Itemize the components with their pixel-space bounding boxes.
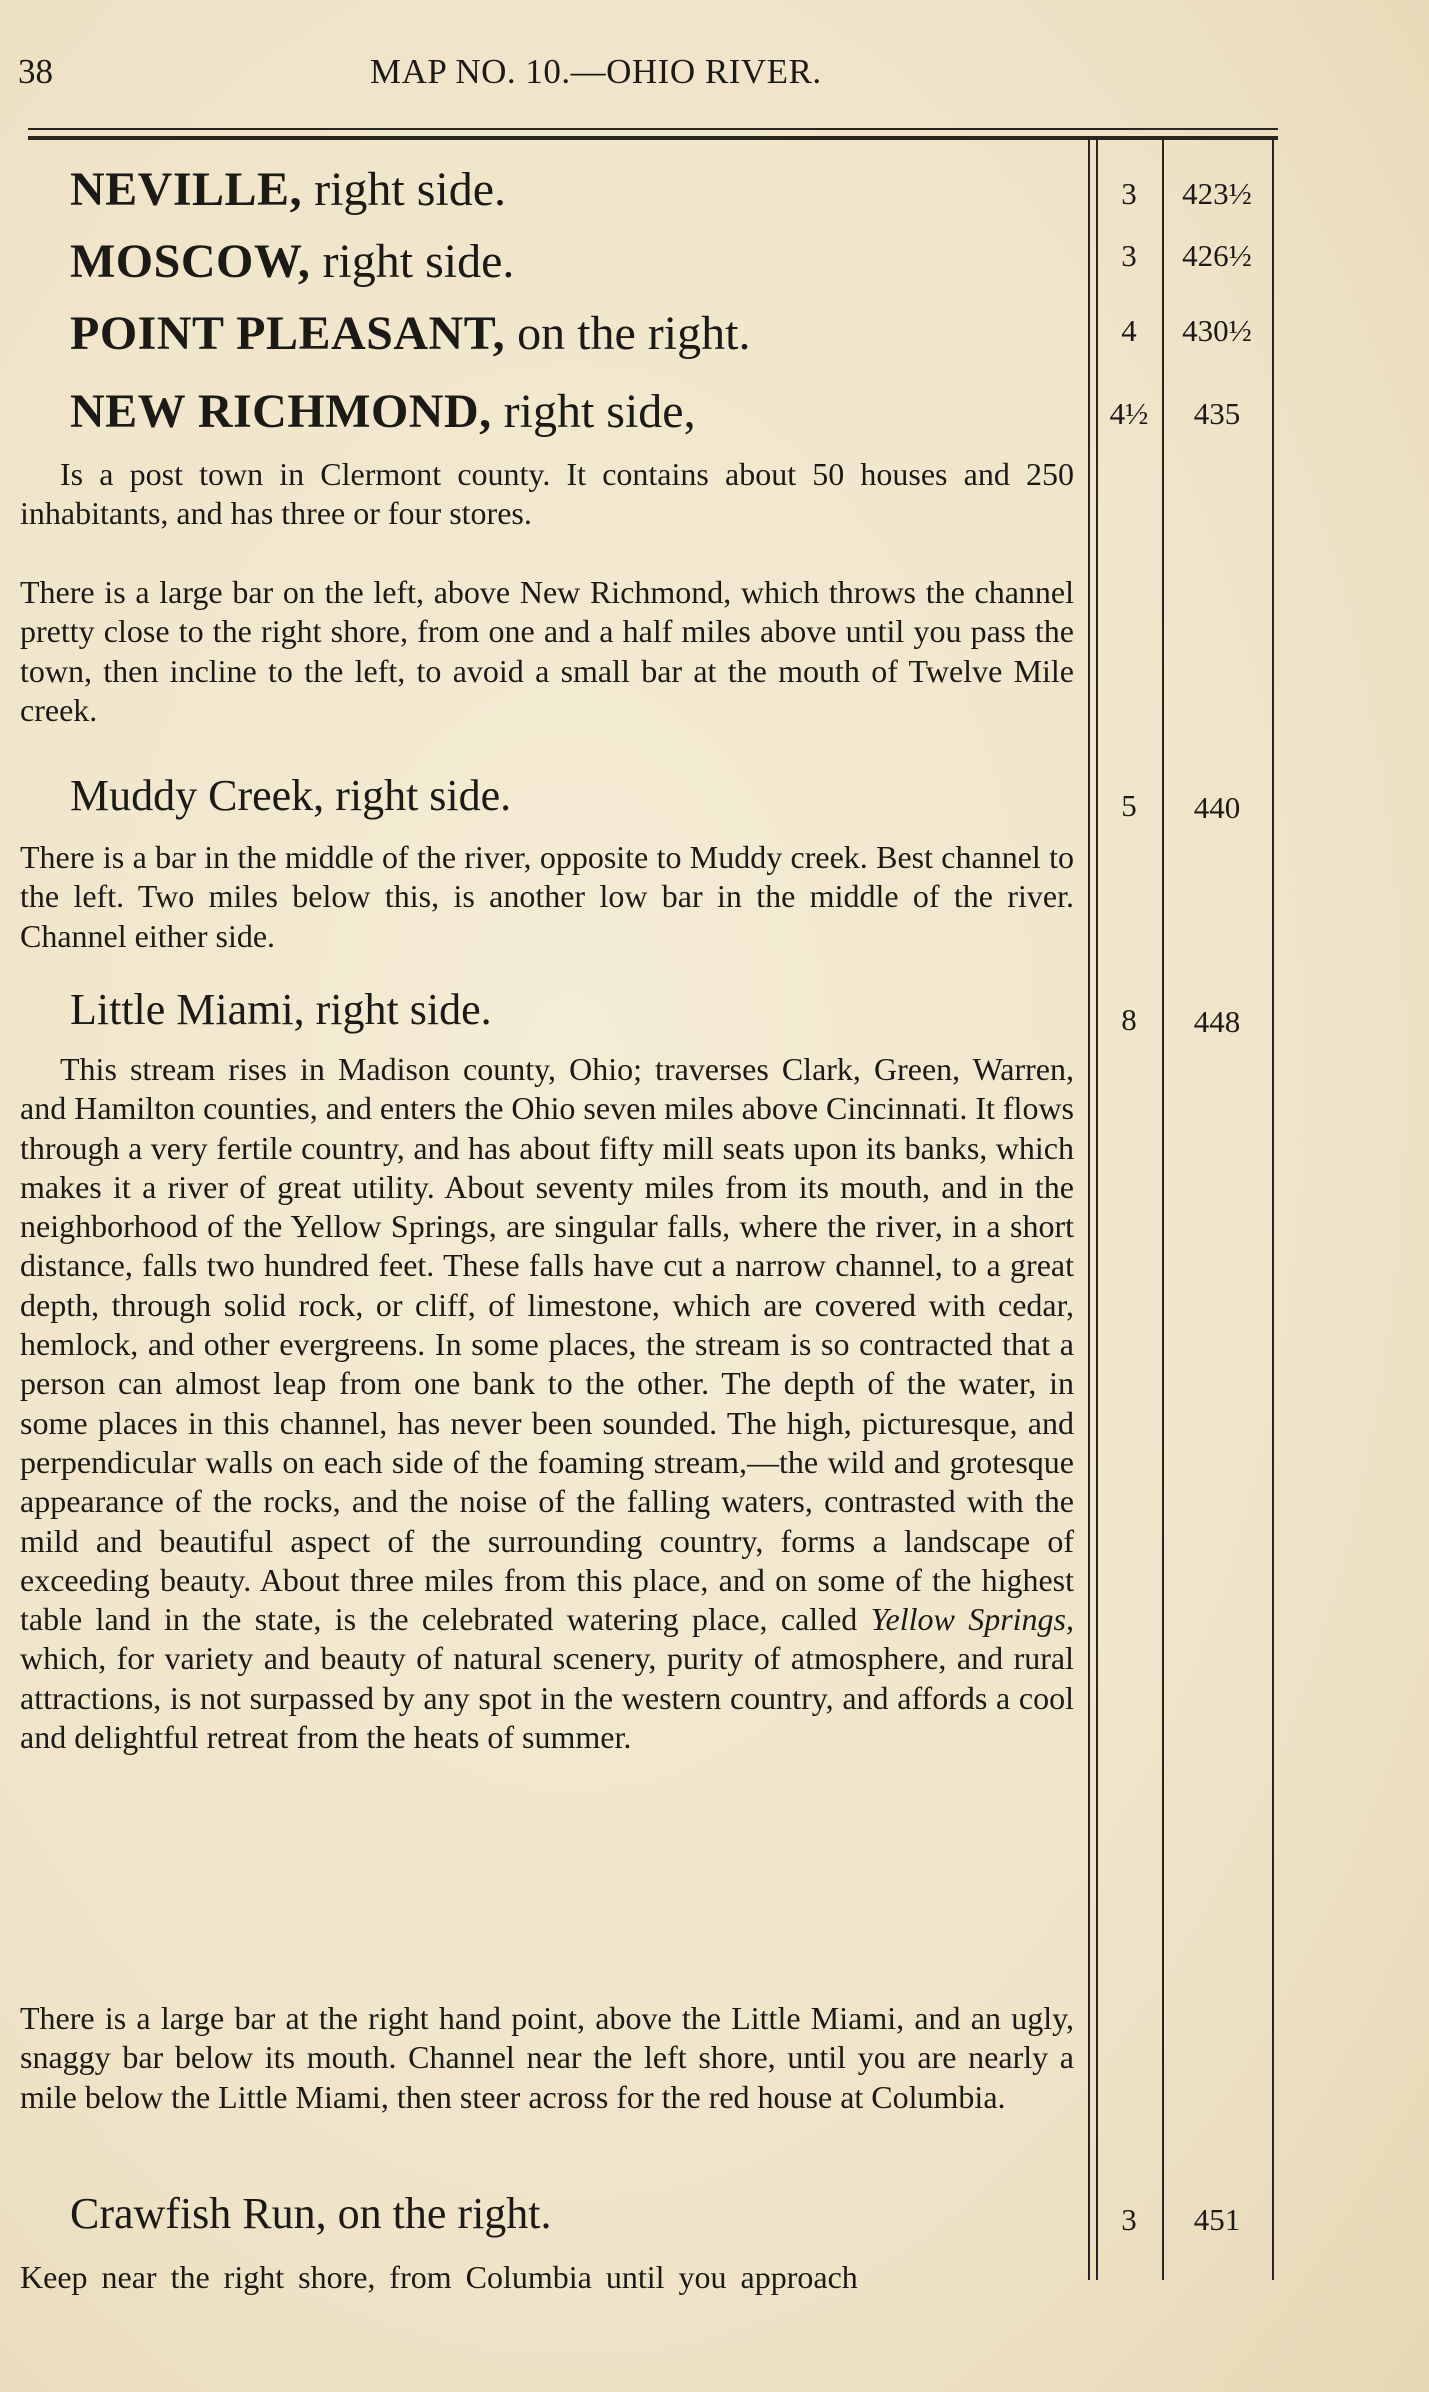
total-miles-value: 430½: [1182, 313, 1252, 348]
place-note: on the right.: [505, 307, 751, 360]
header-rule-thick: [28, 136, 1278, 140]
distance-value: 3: [1121, 176, 1137, 211]
place-note: right side.: [310, 235, 515, 288]
place-note: right side.: [304, 985, 492, 1034]
new-richmond-navigation: There is a large bar on the left, above New Richmond, which throws the channel pretty close to the right shore, from one and a half miles above until you pass the town, then incline to the left, to avoid a small bar at the mouth of Twelve Mile creek.: [20, 574, 1074, 728]
muddy-creek-navigation: There is a bar in the middle of the river, opposite to Muddy creek. Best channel to the left. Two miles below this, is another low bar in the middle of the river. Channel either side.: [20, 839, 1074, 954]
entry-heading-neville: [70, 162, 506, 218]
place-name: POINT PLEASANT,: [70, 307, 506, 360]
total-miles-value: 451: [1193, 2202, 1241, 2237]
total-miles-value: 435: [1193, 396, 1241, 431]
distance-value: 3: [1121, 2202, 1137, 2237]
description-text: which, for variety and beauty of natural scenery, purity of atmosphere, and rural attractions, is not surpassed by any spot in the western country, and affords a cool and delightful retreat from the heats of summer.: [20, 1640, 1074, 1756]
place-note: on the right.: [326, 2189, 552, 2238]
total-miles-value: 440: [1193, 790, 1241, 825]
column-divider: [1096, 140, 1098, 2280]
running-title: MAP NO. 10.—OHIO RIVER.: [370, 52, 822, 91]
column-divider: [1088, 140, 1090, 2280]
place-name: MOSCOW,: [70, 235, 311, 288]
description-text: This stream rises in Madison county, Ohio; traverses Clark, Green, Warren, and Hamilton counties, and enters the Ohio seven miles above Cincinnati. It flows through a very fertile country, and has about fifty mill seats upon its banks, which makes it a river of great utility. About seventy miles from its mouth, and in the neighborhood of the Yellow Springs, are singular falls, where the river, in a short distance, falls two hundred feet. These falls have cut a narrow channel, to a great depth, through solid rock, or cliff, of limestone, which are covered with cedar, hemlock, and other evergreens. In some places, the stream is so contracted that a person can almost leap from one bank to the other. The depth of the water, in some places in this channel, has never been sounded. The high, picturesque, and perpendicular walls on each side of the foaming stream,—the wild and grotesque appearance of the rocks, and the noise of the falling waters, contrasted with the mild and beautiful aspect of the surrounding country, forms a landscape of exceeding beauty. About three miles from this place, and on some of the highest table land in the state, is the celebrated watering place, called: [20, 1051, 1074, 1638]
entry-heading-new-richmond: [70, 384, 696, 440]
crawfish-run-navigation: Keep near the right shore, from Columbia until you approach: [20, 2259, 858, 2295]
place-note: right side.: [324, 771, 512, 820]
entry-heading-little-miami: [70, 982, 492, 1038]
page-number: 38: [18, 52, 53, 91]
place-name: NEW RICHMOND,: [70, 385, 492, 438]
distance-value: 5: [1121, 788, 1137, 823]
entry-heading-muddy-creek: [70, 768, 511, 824]
total-miles-value: 448: [1193, 1004, 1241, 1039]
column-divider: [1272, 140, 1274, 2280]
entry-heading-point-pleasant: [70, 306, 750, 362]
header-rule-thin: [28, 128, 1278, 130]
place-name: Little Miami,: [70, 985, 305, 1034]
place-note: right side,: [491, 385, 696, 438]
place-name: Crawfish Run,: [70, 2189, 327, 2238]
total-miles-value: 426½: [1182, 238, 1252, 273]
little-miami-description: [20, 1050, 1074, 1757]
total-miles-value: 423½: [1182, 176, 1252, 211]
place-name: NEVILLE,: [70, 163, 303, 216]
distance-value: 4½: [1109, 396, 1149, 431]
entry-heading-moscow: [70, 234, 514, 290]
distance-value: 8: [1121, 1002, 1137, 1037]
distance-value: 3: [1121, 238, 1137, 273]
new-richmond-description: Is a post town in Clermont county. It contains about 50 houses and 250 inhabitants, and has three or four stores.: [20, 456, 1074, 532]
place-note: right side.: [302, 163, 507, 216]
entry-heading-crawfish-run: [70, 2186, 552, 2242]
place-name: Muddy Creek,: [70, 771, 325, 820]
distance-value: 4: [1121, 313, 1137, 348]
little-miami-navigation: There is a large bar at the right hand point, above the Little Miami, and an ugly, snaggy bar below its mouth. Channel near the left shore, until you are nearly a mile below the Little Miami, then steer across for the red house at Columbia.: [20, 2000, 1074, 2115]
column-divider: [1162, 140, 1164, 2280]
yellow-springs-italic: Yellow Springs,: [870, 1601, 1075, 1638]
